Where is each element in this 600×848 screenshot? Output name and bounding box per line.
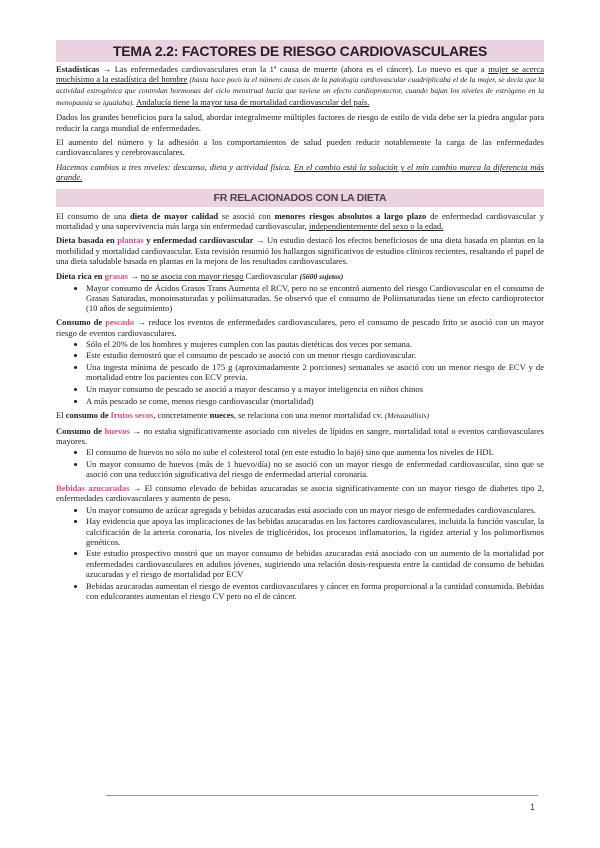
list-item: • Hay evidencia que apoya las implicaciones de las bebidas azucaradas en los factores cardiovasculares, incluida la función vascular, la calcificación de la arteria coronaria, los niveles de triglicéridos, los procesos inflamatorios, la rigidez arterial y los polimorfismos genéticos. bbox=[86, 516, 544, 547]
list-item: • Una ingesta mínima de pescado de 175 g (aproximadamente 2 porciones) semanales se asoció con un menor riesgo de ECV y de mortalidad entre los pacientes con ECV previa. bbox=[86, 362, 544, 382]
list-item: • Un mayor consumo de pescado se asoció a mayor descanso y a mayor inteligencia en niños chinos bbox=[86, 384, 544, 394]
underlined-text: Andalucía tiene la mayor tasa de mortalidad cardiovascular del país. bbox=[135, 96, 370, 107]
grasas-list bbox=[56, 283, 544, 314]
arrow: → bbox=[253, 235, 267, 246]
frutos-paragraph bbox=[56, 410, 544, 421]
arrow: → bbox=[127, 270, 141, 281]
arrow: → bbox=[99, 64, 115, 74]
bebidas-paragraph bbox=[56, 483, 544, 503]
text: se asoció con bbox=[218, 210, 275, 221]
intro-statistics-paragraph bbox=[56, 64, 544, 108]
italic-text: Hacemos cambios a tres niveles: descanso, dieta y actividad física. bbox=[56, 162, 292, 173]
list-item: • Mayor consumo de Ácidos Grasos Trans Aumenta el RCV, pero no se encontró aumento del riesgo Cardiovascular en el consumo de Grasas Saturadas, monoinsaturadas y poliinsaturadas. Se observó que el consumo de Poliinsaturadas tiene un efecto cardioprotector (10 años de seguimiento) bbox=[86, 283, 544, 314]
highlight-text: Bebidas azucaradas bbox=[56, 483, 130, 494]
list-item: • Bebidas azucaradas aumentan el riesgo de eventos cardiovasculares y cáncer en forma proporcional a la cantidad consumida. Bebidas con edulcorantes aumentan el riesgo CV pero no el de cáncer. bbox=[86, 581, 544, 601]
footer-divider bbox=[106, 795, 538, 796]
plantas-paragraph bbox=[56, 235, 544, 266]
underlined-text: no se asocia con mayor riesgo bbox=[140, 270, 244, 281]
bold-text: nueces bbox=[209, 409, 234, 420]
text: , concretamente bbox=[153, 409, 210, 420]
text: El bbox=[56, 409, 66, 420]
underlined-text: mujer se acerca muchísimo a la estadística del hombre bbox=[56, 64, 544, 85]
arrow: → bbox=[129, 425, 144, 436]
section-title: FR RELACIONADOS CON LA DIETA bbox=[56, 189, 544, 207]
list-item: • A más pescado se come, menos riesgo cardiovascular (mortalidad) bbox=[86, 396, 544, 406]
bebidas-list bbox=[56, 505, 544, 601]
highlight-text: frutos secos bbox=[110, 409, 154, 420]
bold-text: consumo de bbox=[65, 409, 111, 420]
text: El consumo de una bbox=[56, 210, 131, 221]
text: Un estudio destacó los efectos beneficiosos de una dieta basada en plantas en la morbilidad y mortalidad cardiovascular. Esta revisión resumió los hallazgos significativos de estudios clínicos recientes, resaltando el papel de una dieta saludable basada en plantas en la mejora de los resultados cardiovasculares. bbox=[56, 235, 544, 266]
list-item: • Un mayor consumo de huevos (más de 1 huevo/día) no se asoció con un mayor riesgo de enfermedad cardiovascular, sino que se asoció con una reducción significativa del riesgo de enfermedad arterial coronaria. bbox=[86, 459, 544, 479]
text: Las enfermedades cardiovasculares eran la 1ª causa de muerte (ahora es el cáncer). Lo nuevo es que a bbox=[114, 64, 489, 74]
underlined-text: En el cambio está la solución y el mín cambio marca la diferencia más grande. bbox=[56, 162, 544, 183]
italic-note: (hasta hace poco la el número de casos de la patología cardiovascular cuadriplicaba el de la mujer, se decía que la actividad estrogénica que controlan hormonas del ciclo menstrual hacía que tuviese un efecto cardioprotector, cuando bajan los niveles de estrógeno en la menopausia se igualaba). bbox=[56, 75, 545, 107]
pescado-paragraph bbox=[56, 317, 544, 337]
bold-text: dieta de mayor calidad bbox=[130, 210, 219, 221]
list-item: • El consumo de huevos no sólo no sube el colesterol total (en este estudio lo bajó) sino que aumenta los niveles de HDL bbox=[86, 447, 544, 457]
page-title: TEMA 2.2: FACTORES DE RIESGO CARDIOVASCULARES bbox=[56, 40, 544, 62]
highlight-text: huevos bbox=[104, 425, 130, 436]
bold-text: Consumo de bbox=[56, 425, 105, 436]
page-number: 1 bbox=[530, 802, 536, 812]
pescado-list bbox=[56, 339, 544, 406]
list-item: • Este estudio prospectivo mostró que un mayor consumo de bebidas azucaradas está asociado con un aumento de la mortalidad por enfermedades cardiovasculares en adultos jóvenes, sugiriendo una relación dosis-respuesta entre la cantidad de consumo de bebidas azucaradas y el riesgo de mortalidad por ECV bbox=[86, 548, 544, 579]
highlight-text: plantas bbox=[117, 235, 144, 246]
huevos-paragraph bbox=[56, 426, 544, 446]
intro-paragraph-2: Dados los grandes beneficios para la salud, abordar integralmente múltiples factores de riesgo de estilo de vida debe ser la piedra angular para reducir la carga mundial de enfermedades. bbox=[56, 112, 544, 133]
label: Estadísticas bbox=[56, 64, 100, 74]
text: , se relaciona con una menor mortalidad cv. bbox=[233, 409, 385, 420]
underlined-text: independientemente del sexo o la edad. bbox=[308, 220, 444, 231]
huevos-list bbox=[56, 447, 544, 479]
page-content bbox=[56, 40, 544, 605]
text: de enfermedad cardiovascular y mortalidad y una supervivencia más larga sin enfermedad cardiovascular, bbox=[56, 210, 544, 231]
diet-quality-paragraph bbox=[56, 211, 544, 231]
bold-text: y enfermedad cardiovascular bbox=[143, 235, 254, 246]
highlight-text: grasas bbox=[104, 270, 128, 281]
bold-text: menores riesgos absolutos a largo plazo bbox=[274, 210, 427, 221]
grasas-paragraph bbox=[56, 271, 544, 282]
list-item: • Sólo el 20% de los hombres y mujeres cumplen con las pautas dietéticas dos veces por semana. bbox=[86, 339, 544, 349]
bold-text: Consumo de bbox=[56, 317, 106, 328]
small-note: (5600 sujetos) bbox=[299, 271, 344, 281]
bold-text: Dieta basada en bbox=[56, 235, 118, 246]
text: El consumo elevado de bebidas azucaradas se asocia significativamente con un mayor riesgo de diabetes tipo 2, enfermedades cardiovasculares y aumento de peso. bbox=[56, 483, 545, 504]
arrow: → bbox=[129, 483, 145, 494]
list-item: • Este estudio demostró que el consumo de pescado se asoció con un menor riesgo cardiovascular. bbox=[86, 350, 544, 360]
text: reduce los eventos de enfermedades cardiovasculares, pero el consumo de pescado frito se asoció con un mayor riesgo de eventos cardiovasculares. bbox=[56, 317, 544, 338]
text: Cardiovascular bbox=[243, 270, 300, 281]
bold-text: Dieta rica en bbox=[56, 270, 105, 281]
intro-paragraph-4 bbox=[56, 162, 544, 182]
small-note: (Metaanálisis) bbox=[384, 410, 429, 420]
arrow: → bbox=[134, 317, 149, 328]
intro-paragraph-3: El aumento del número y la adhesión a los comportamientos de salud pueden reducir notablemente la carga de las enfermedades cardiovasculares y cerebrovasculares. bbox=[56, 137, 544, 158]
text: no estaba significativamente asociado con niveles de lípidos en sangre, mortalidad total o eventos cardiovasculares mayores. bbox=[56, 425, 544, 446]
list-item: • Un mayor consumo de azúcar agregada y bebidas azucaradas está asociado con un mayor riesgo de enfermedades cardiovasculares. bbox=[86, 505, 544, 515]
highlight-text: pescado bbox=[105, 317, 135, 328]
